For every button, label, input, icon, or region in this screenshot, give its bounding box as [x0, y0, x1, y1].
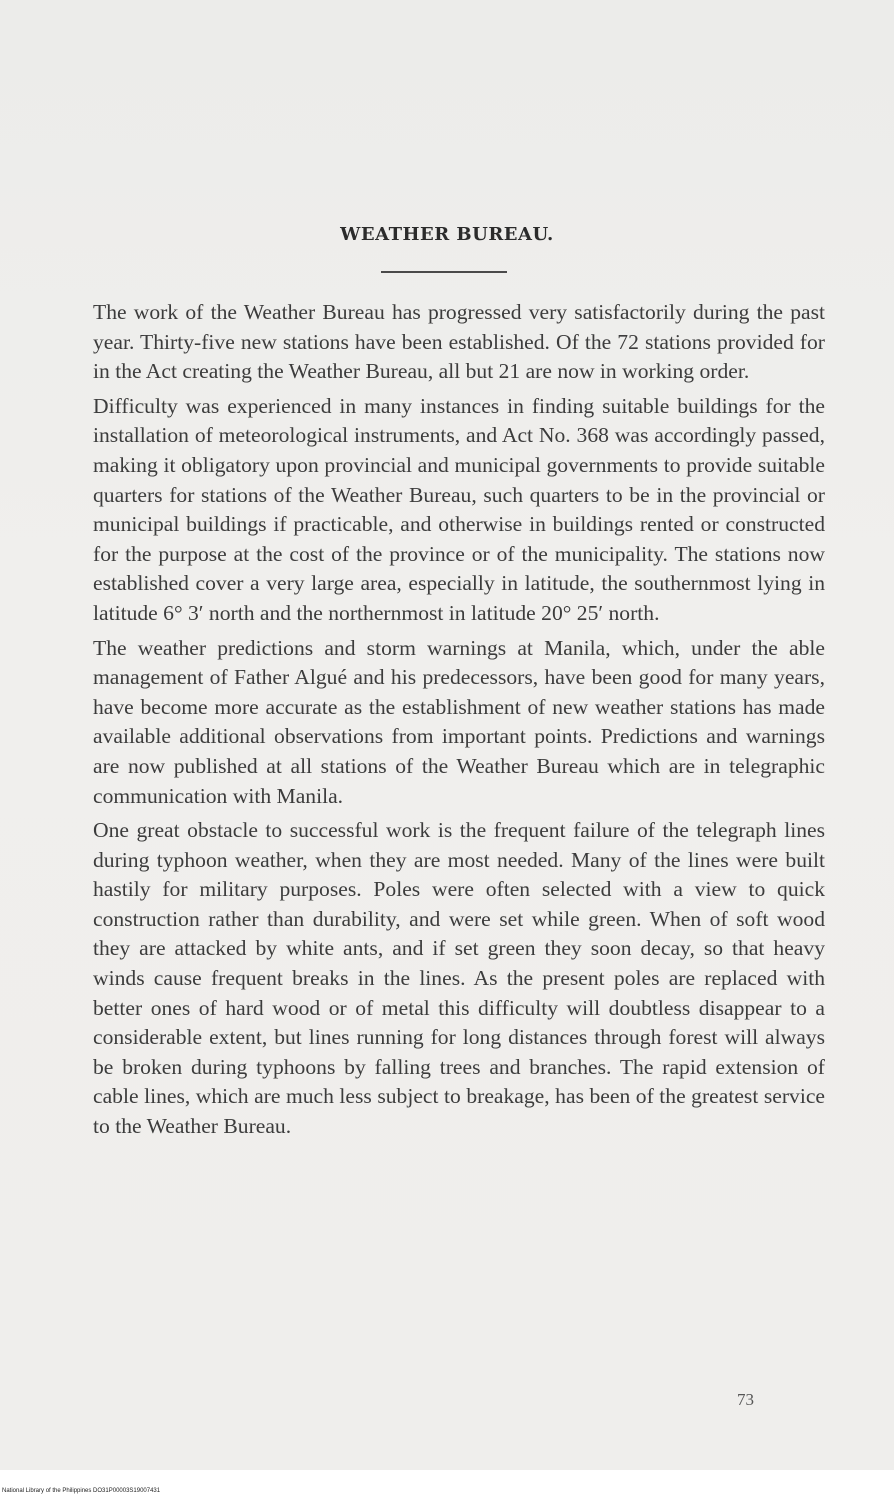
body-text — [93, 298, 825, 1147]
footer — [0, 1470, 894, 1501]
footer-text: National Library of the Philippines DO31P00003S19007431 — [2, 1488, 161, 1494]
paragraph-2: Difficulty was experienced in many instances in finding suitable buildings for the installation of meteorological instruments, and Act No. 368 was accordingly passed, making it obligatory upon provincial and municipal governments to provide suitable quarters for stations of the Weather Bureau, such quarters to be in the provincial or municipal buildings if practicable, and otherwise in buildings rented or constructed for the purpose at the cost of the province or of the municipality. The stations now established cover a very large area, especially in latitude, the southernmost lying in latitude 6° 3′ north and the northernmost in latitude 20° 25′ north. — [93, 393, 825, 625]
paragraph-3: The weather predictions and storm warnings at Manila, which, under the able management of Father Algué and his predecessors, have been good for many years, have become more accurate as the establishment of new weather stations has made available additional observations from important points. Predictions and warnings are now published at all stations of the Weather Bureau which are in telegraphic communication with Manila. — [93, 635, 825, 808]
paragraph-1: The work of the Weather Bureau has progressed very satisfactorily during the past year. Thirty-five new stations have been established. Of the 72 stations provided for in the Act creating the Weather Bureau, all but 21 are now in working order. — [93, 300, 825, 384]
page-title: WEATHER BUREAU. — [340, 224, 554, 245]
page-number: 73 — [737, 1390, 754, 1409]
paragraph-4: One great obstacle to successful work is the frequent failure of the telegraph lines during typhoon weather, when they are most needed. Many of the lines were built hastily for military purposes. Poles were often selected with a view to quick construction rather than durability, and were set while green. When of soft wood they are attacked by white ants, and if set green they soon decay, so that heavy winds cause frequent breaks in the lines. As the present poles are replaced with better ones of hard wood or of metal this difficulty will doubtless disappear to a considerable extent, but lines running for long distances through forest will always be broken during typhoons by falling trees and branches. The rapid extension of cable lines, which are much less subject to breakage, has been of the greatest service to the Weather Bureau. — [93, 818, 825, 1139]
title-rule — [381, 271, 507, 273]
